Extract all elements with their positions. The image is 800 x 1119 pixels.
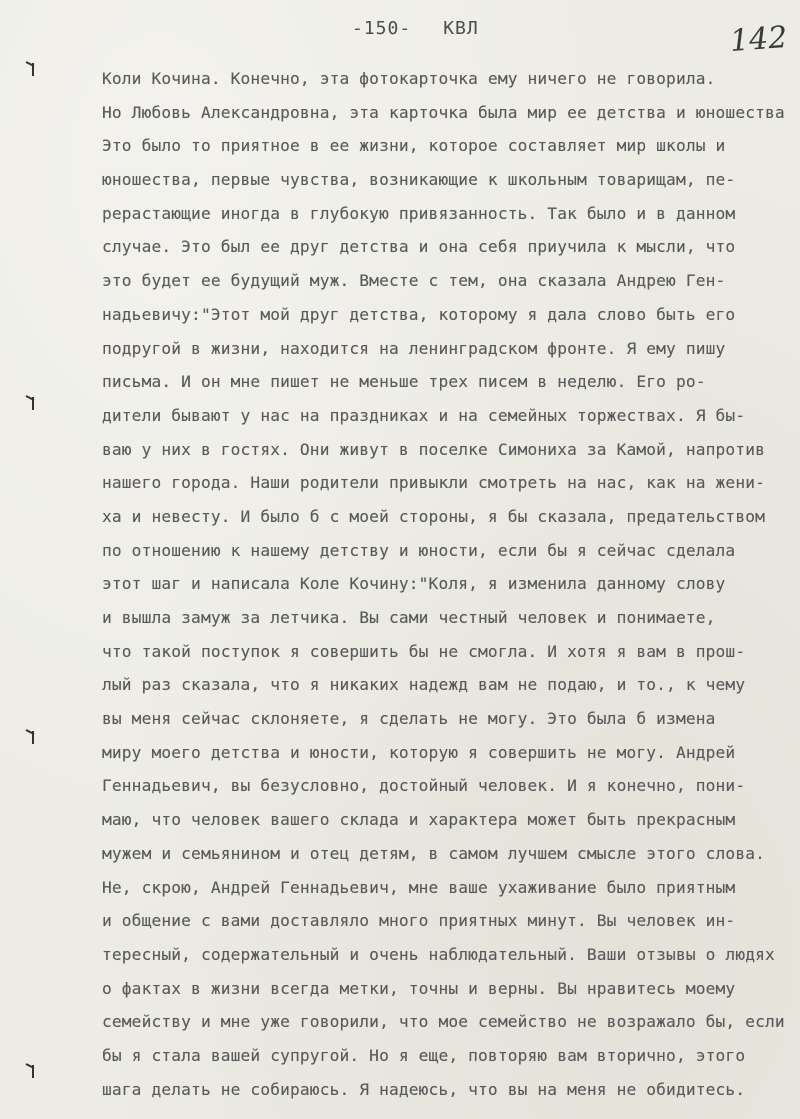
text-line: нашего города. Наши родители привыкли смотреть на нас, как на жени- [102,473,766,493]
text-line: бы я стала вашей супругой. Но я еще, повторяю вам вторично, этого [102,1045,746,1065]
text-line: ваю у них в гостях. Они живут в поселке Симониха за Камой, напротив [102,439,766,459]
text-line: юношества, первые чувства, возникающие к школьным товарищам, пе- [102,170,736,190]
text-line: о фактах в жизни всегда метки, точны и верны. Вы нравитесь моему [102,978,736,998]
text-line: Не, скрою, Андрей Геннадьевич, мне ваше ухаживание было приятным [102,877,736,897]
text-line: шага делать не собираюсь. Я надеюсь, что вы на меня не обидитесь. [102,1079,746,1099]
handwritten-archive-number: 142 [728,20,789,59]
text-line: и общение с вами доставляло много приятных минут. Вы человек ин- [102,911,736,931]
text-line: лый раз сказала, что я никаких надежд вам не подаю, и то., к чему [102,675,746,695]
page-header [352,18,479,39]
text-line: это будет ее будущий муж. Вместе с тем, она сказала Андрею Ген- [102,271,726,291]
text-line: мужем и семьянином и отец детям, в самом лучшем смысле этого слова. [102,843,766,863]
text-line: что такой поступок я совершить бы не смогла. И хотя я вам в прош- [102,641,746,661]
body-text [102,62,792,1106]
text-line: Это было то приятное в ее жизни, которое составляет мир школы и [102,136,726,156]
text-line: Коли Кочина. Конечно, эта фотокарточка ему ничего не говорила. [102,69,716,88]
text-line: Геннадьевич, вы безусловно, достойный человек. И я конечно, пони- [102,776,746,796]
text-line: миру моего детства и юности, которую я совершить не могу. Андрей [102,742,736,762]
text-line: вы меня сейчас склоняете, я сделать не могу. Это была б измена [102,709,716,729]
binder-hole-mark-icon [24,58,40,80]
text-line: семейству и мне уже говорили, что мое семейство не возражало бы, если [102,1012,785,1032]
binder-hole-mark-icon [24,726,40,748]
document-code: КВЛ [443,18,479,39]
text-line: ха и невесту. И было б с моей стороны, я бы сказала, предательством [102,506,766,526]
text-line: по отношению к нашему детству и юности, если бы я сейчас сделала [102,540,736,560]
text-line: рерастающие иногда в глубокую привязанность. Так было и в данном [102,203,736,223]
binder-hole-mark-icon [24,1060,40,1082]
text-line: случае. Это был ее друг детства и она себя приучила к мысли, что [102,237,736,257]
page-number: -150- [352,18,412,39]
text-line: письма. И он мне пишет не меньше трех писем в неделю. Его ро- [102,372,706,392]
text-line: надьевичу:"Этот мой друг детства, которому я дала слово быть его [102,304,736,324]
text-line: Но Любовь Александровна, эта карточка была мир ее детства и юношества [102,102,785,122]
text-line: подругой в жизни, находится на ленинградском фронте. Я ему пишу [102,338,726,358]
text-line: этот шаг и написала Коле Кочину:"Коля, я изменила данному слову [102,574,726,594]
text-line: дители бывают у нас на праздниках и на семейных торжествах. Я бы- [102,405,746,425]
text-line: маю, что человек вашего склада и характера может быть прекрасным [102,810,736,830]
text-line: тересный, содержательный и очень наблюдательный. Ваши отзывы о людях [102,944,775,964]
binder-hole-mark-icon [24,392,40,414]
text-line: и вышла замуж за летчика. Вы сами честный человек и понимаете, [102,608,716,627]
